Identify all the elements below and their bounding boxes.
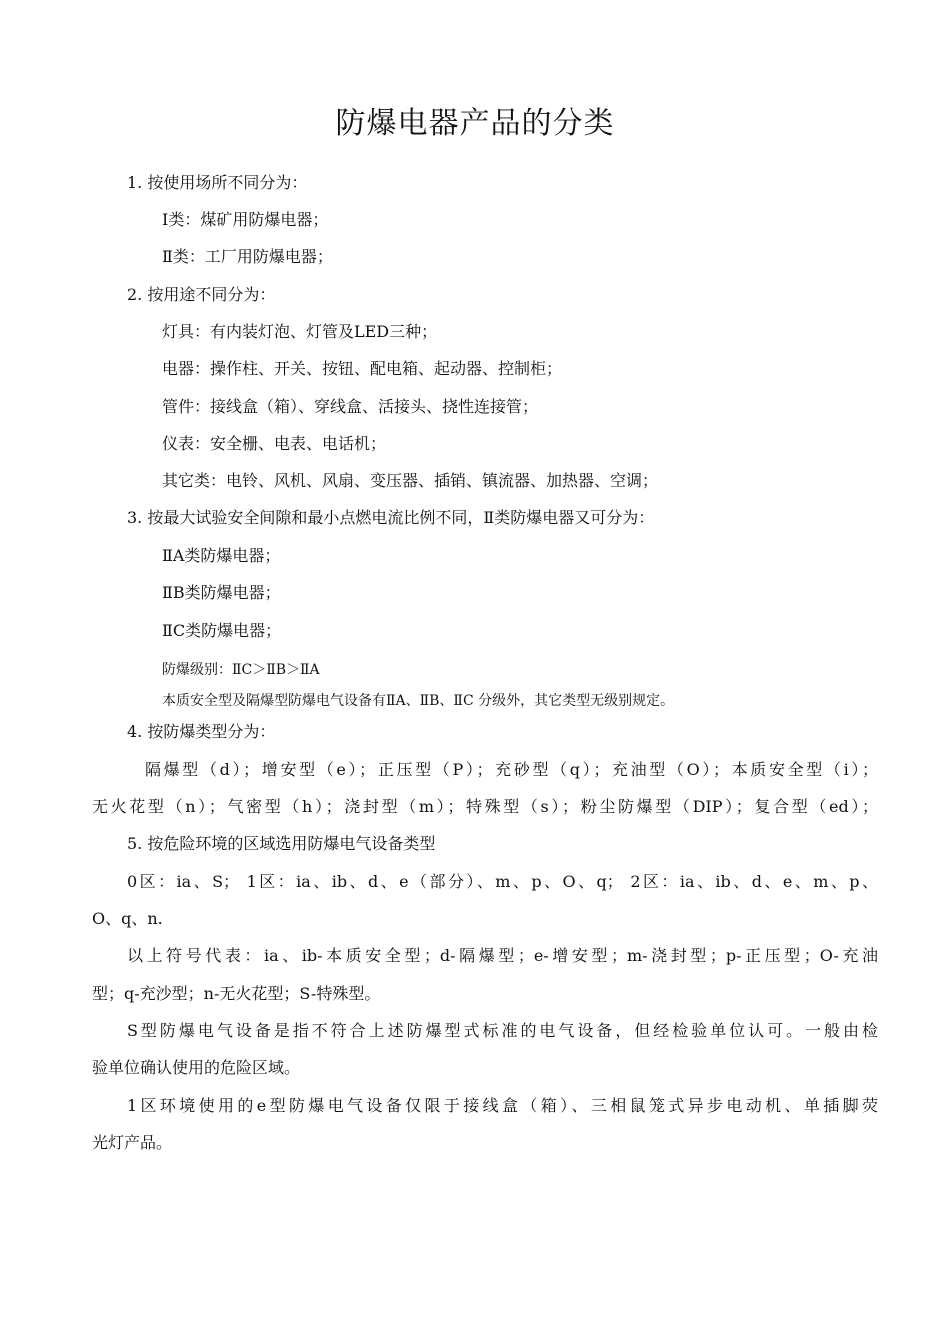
page-title: 防爆电器产品的分类 xyxy=(335,106,615,141)
text-line: 电器：操作柱、开关、按钮、配电箱、起动器、控制柜； xyxy=(162,359,563,378)
note-line: 本质安全型及隔爆型防爆电气设备有ⅡA、ⅡB、ⅡC 分级外，其它类型无级别规定。 xyxy=(162,693,675,709)
text-line: 光灯产品。 xyxy=(92,1133,173,1152)
text-line: S型防爆电气设备是指不符合上述防爆型式标准的电气设备，但经检验单位认可。一般由检 xyxy=(127,1021,878,1040)
section-4-heading: 4. 按防爆类型分为： xyxy=(127,722,276,741)
text-line: 管件：接线盒（箱）、穿线盒、活接头、挠性连接管； xyxy=(162,397,539,416)
text-line: 灯具：有内装灯泡、灯管及LED三种； xyxy=(162,322,438,341)
section-1-heading: 1. 按使用场所不同分为： xyxy=(127,173,308,192)
text-line: 以上符号代表：ia、ib-本质安全型；d-隔爆型；e-增安型；m-浇封型；p-正压型；O-充油 xyxy=(127,946,878,965)
text-line: 仪表：安全栅、电表、电话机； xyxy=(162,434,387,453)
text-line: ⅡB类防爆电器； xyxy=(162,583,281,602)
text-line: 其它类：电铃、风机、风扇、变压器、插销、镇流器、加热器、空调； xyxy=(162,471,659,490)
text-line: Ⅰ类：煤矿用防爆电器； xyxy=(162,210,329,229)
section-3-heading: 3. 按最大试验安全间隙和最小点燃电流比例不同，Ⅱ类防爆电器又可分为： xyxy=(127,508,655,527)
text-line: ⅡA类防爆电器； xyxy=(162,546,281,565)
note-line: 防爆级别：ⅡC＞ⅡB＞ⅡA xyxy=(162,662,320,678)
text-line: 验单位确认使用的危险区域。 xyxy=(92,1058,301,1077)
text-line: 隔爆型（d）；增安型（e）；正压型（P）；充砂型（q）；充油型（O）；本质安全型（i）； xyxy=(145,760,878,779)
text-line: 1区环境使用的e型防爆电气设备仅限于接线盒（箱）、三相鼠笼式异步电动机、单插脚荧 xyxy=(127,1096,878,1115)
section-2-heading: 2. 按用途不同分为： xyxy=(127,285,276,304)
text-line: 0区：ia、S； 1区：ia、ib、d、e（部分）、m、p、O、q； 2区：ia、ib、d、e、m、p、 xyxy=(127,872,878,891)
text-line: ⅡC类防爆电器； xyxy=(162,621,282,640)
text-line: O、q、n. xyxy=(92,909,163,928)
text-line: 型；q-充沙型；n-无火花型；S-特殊型。 xyxy=(92,984,381,1003)
text-line: Ⅱ类：工厂用防爆电器； xyxy=(162,247,333,266)
section-5-heading: 5. 按危险环境的区域选用防爆电气设备类型 xyxy=(127,834,436,853)
text-line: 无火花型（n）；气密型（h）；浇封型（m）；特殊型（s）；粉尘防爆型（DIP）；复合型（ed）； xyxy=(92,797,878,816)
